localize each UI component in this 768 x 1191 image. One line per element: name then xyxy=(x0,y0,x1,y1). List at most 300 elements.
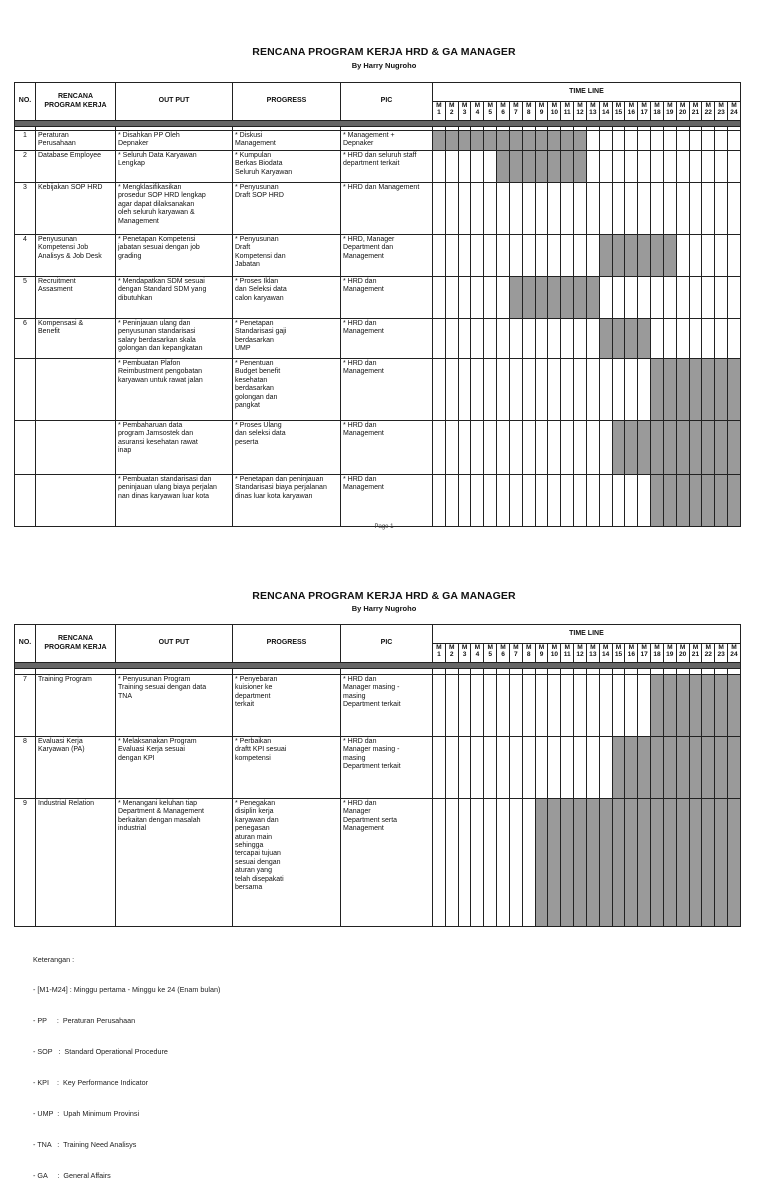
timeline-cell-m4 xyxy=(471,235,484,277)
timeline-cell-m13 xyxy=(586,475,599,527)
timeline-cell-m3 xyxy=(458,421,471,475)
program-row xyxy=(15,319,741,359)
timeline-cell-m19 xyxy=(663,183,676,235)
timeline-cell-m19 xyxy=(663,235,676,277)
month-prefix: M xyxy=(679,102,686,109)
cell-output: * Pembuatan Plafon Reimbustment pengobatan karyawan untuk rawat jalan xyxy=(116,359,233,421)
timeline-cell-m4 xyxy=(471,277,484,319)
timeline-cell-m5 xyxy=(484,799,497,927)
timeline-cell-m14 xyxy=(599,359,612,421)
timeline-cell-m21 xyxy=(689,737,702,799)
timeline-cell-m5 xyxy=(484,235,497,277)
timeline-cell-m19 xyxy=(663,675,676,737)
month-header-m17 xyxy=(638,644,651,663)
timeline-cell-m11 xyxy=(561,131,574,151)
cell-program xyxy=(36,359,116,421)
cell-program: Kebijakan SOP HRD xyxy=(36,183,116,235)
timeline-cell-m20 xyxy=(676,235,689,277)
month-prefix: M xyxy=(487,644,493,651)
timeline-cell-m12 xyxy=(574,131,587,151)
month-number: 11 xyxy=(563,108,571,116)
month-prefix: M xyxy=(538,102,545,109)
timeline-cell-m4 xyxy=(471,421,484,475)
month-header-m4 xyxy=(471,102,484,121)
timeline-cell-m23 xyxy=(715,131,728,151)
cell-no: 7 xyxy=(15,675,36,737)
timeline-cell-m17 xyxy=(638,183,651,235)
timeline-cell-m24 xyxy=(728,235,741,277)
timeline-cell-m6 xyxy=(497,475,510,527)
month-prefix: M xyxy=(705,102,712,109)
timeline-cell-m12 xyxy=(574,675,587,737)
month-prefix: M xyxy=(461,102,468,109)
timeline-cell-m19 xyxy=(663,475,676,527)
timeline-cell-m18 xyxy=(651,359,664,421)
timeline-cell-m13 xyxy=(586,183,599,235)
timeline-cell-m14 xyxy=(599,277,612,319)
cell-program: Recruitment Assasment xyxy=(36,277,116,319)
month-number: 18 xyxy=(653,650,661,658)
timeline-cell-m10 xyxy=(548,235,561,277)
program-row xyxy=(15,235,741,277)
header-timeline: TIME LINE xyxy=(433,625,741,644)
cell-progress: * Penyusunan Draft SOP HRD xyxy=(233,183,341,235)
month-number: 5 xyxy=(488,650,493,658)
legend-item: - GA : General Affairs xyxy=(33,1170,111,1180)
timeline-cell-m3 xyxy=(458,737,471,799)
month-number: 19 xyxy=(666,108,674,116)
timeline-cell-m14 xyxy=(599,675,612,737)
month-header-m4 xyxy=(471,644,484,663)
program-table-page-2 xyxy=(14,624,741,927)
month-prefix: M xyxy=(615,644,622,651)
timeline-cell-m10 xyxy=(548,675,561,737)
timeline-cell-m21 xyxy=(689,675,702,737)
timeline-cell-m1 xyxy=(433,183,446,235)
program-row xyxy=(15,675,741,737)
month-prefix: M xyxy=(525,102,532,109)
month-number: 22 xyxy=(704,650,712,658)
timeline-cell-m3 xyxy=(458,675,471,737)
month-number: 9 xyxy=(539,650,544,658)
timeline-cell-m11 xyxy=(561,675,574,737)
timeline-cell-m17 xyxy=(638,421,651,475)
timeline-cell-m16 xyxy=(625,421,638,475)
month-prefix: M xyxy=(564,102,570,109)
month-number: 17 xyxy=(640,650,648,658)
timeline-cell-m17 xyxy=(638,675,651,737)
timeline-cell-m9 xyxy=(535,475,548,527)
header-progress: PROGRESS xyxy=(233,83,341,121)
timeline-cell-m13 xyxy=(586,737,599,799)
timeline-cell-m11 xyxy=(561,183,574,235)
timeline-cell-m2 xyxy=(445,737,458,799)
timeline-cell-m23 xyxy=(715,277,728,319)
header-pic: PIC xyxy=(341,83,433,121)
timeline-cell-m12 xyxy=(574,319,587,359)
program-table-page-1 xyxy=(14,82,741,527)
timeline-cell-m24 xyxy=(728,737,741,799)
timeline-cell-m24 xyxy=(728,675,741,737)
month-number: 19 xyxy=(666,650,674,658)
timeline-cell-m6 xyxy=(497,131,510,151)
month-number: 2 xyxy=(449,108,454,116)
month-prefix: M xyxy=(654,644,660,651)
month-header-m7 xyxy=(509,102,522,121)
month-header-m16 xyxy=(625,644,638,663)
timeline-cell-m17 xyxy=(638,151,651,183)
cell-pic: * HRD dan Management xyxy=(341,475,433,527)
timeline-cell-m17 xyxy=(638,359,651,421)
timeline-cell-m18 xyxy=(651,131,664,151)
timeline-cell-m14 xyxy=(599,183,612,235)
legend-item: - [M1-M24] : Minggu pertama - Minggu ke 24 (Enam bulan) xyxy=(33,985,221,995)
timeline-cell-m14 xyxy=(599,151,612,183)
cell-program xyxy=(36,421,116,475)
timeline-cell-m8 xyxy=(522,235,535,277)
cell-progress: * Penetapan dan peninjauan Standarisasi biaya perjalanan dinas luar kota karyawan xyxy=(233,475,341,527)
month-prefix: M xyxy=(667,644,673,651)
page-2-subtitle: By Harry Nugroho xyxy=(351,604,417,613)
cell-pic: * HRD dan Manager Department serta Management xyxy=(341,799,433,927)
cell-no: 3 xyxy=(15,183,36,235)
cell-program: Industrial Relation xyxy=(36,799,116,927)
page-number: Page 1 xyxy=(374,524,394,530)
month-number: 23 xyxy=(717,650,725,658)
month-header-m6 xyxy=(497,102,510,121)
timeline-cell-m16 xyxy=(625,475,638,527)
month-prefix: M xyxy=(448,102,455,109)
timeline-cell-m18 xyxy=(651,319,664,359)
timeline-cell-m12 xyxy=(574,151,587,183)
page-1-title: RENCANA PROGRAM KERJA HRD & GA MANAGER xyxy=(252,46,516,58)
timeline-cell-m11 xyxy=(561,737,574,799)
month-prefix: M xyxy=(474,102,481,109)
timeline-cell-m22 xyxy=(702,737,715,799)
timeline-cell-m12 xyxy=(574,475,587,527)
month-header-m2 xyxy=(445,102,458,121)
month-number: 16 xyxy=(627,650,635,658)
timeline-cell-m13 xyxy=(586,277,599,319)
month-header-m10 xyxy=(548,102,561,121)
cell-program: Evaluasi Kerja Karyawan (PA) xyxy=(36,737,116,799)
month-number: 11 xyxy=(563,650,571,658)
timeline-cell-m16 xyxy=(625,277,638,319)
timeline-cell-m3 xyxy=(458,235,471,277)
month-number: 1 xyxy=(437,650,441,658)
month-header-m3 xyxy=(458,644,471,663)
cell-program: Penyusunan Kompetensi Job Analisys & Job Desk xyxy=(36,235,116,277)
timeline-cell-m23 xyxy=(715,421,728,475)
cell-no: 9 xyxy=(15,799,36,927)
timeline-cell-m2 xyxy=(445,151,458,183)
timeline-cell-m8 xyxy=(522,319,535,359)
month-header-m12 xyxy=(574,644,587,663)
header-no: NO. xyxy=(15,83,36,121)
timeline-cell-m8 xyxy=(522,799,535,927)
timeline-cell-m10 xyxy=(548,319,561,359)
legend-item: - KPI : Key Performance Indicator xyxy=(33,1078,149,1088)
timeline-cell-m19 xyxy=(663,319,676,359)
timeline-cell-m3 xyxy=(458,131,471,151)
timeline-cell-m16 xyxy=(625,319,638,359)
timeline-cell-m16 xyxy=(625,359,638,421)
legend-item: - PP : Peraturan Perusahaan xyxy=(33,1016,136,1026)
timeline-cell-m1 xyxy=(433,131,446,151)
month-header-m22 xyxy=(702,102,715,121)
timeline-cell-m22 xyxy=(702,277,715,319)
timeline-cell-m16 xyxy=(625,235,638,277)
timeline-cell-m15 xyxy=(612,151,625,183)
timeline-cell-m13 xyxy=(586,799,599,927)
month-header-m11 xyxy=(561,102,574,121)
timeline-cell-m14 xyxy=(599,421,612,475)
timeline-cell-m2 xyxy=(445,421,458,475)
timeline-cell-m18 xyxy=(651,675,664,737)
month-number: 24 xyxy=(730,650,738,658)
timeline-cell-m1 xyxy=(433,421,446,475)
timeline-cell-m8 xyxy=(522,183,535,235)
timeline-cell-m23 xyxy=(715,737,728,799)
timeline-cell-m14 xyxy=(599,475,612,527)
timeline-cell-m15 xyxy=(612,799,625,927)
timeline-cell-m18 xyxy=(651,737,664,799)
month-prefix: M xyxy=(500,102,506,109)
header-progress: PROGRESS xyxy=(233,625,341,663)
timeline-cell-m16 xyxy=(625,799,638,927)
timeline-cell-m7 xyxy=(509,151,522,183)
timeline-cell-m2 xyxy=(445,799,458,927)
page-2-title: RENCANA PROGRAM KERJA HRD & GA MANAGER xyxy=(252,590,516,602)
cell-no: 2 xyxy=(15,151,36,183)
program-row xyxy=(15,183,741,235)
cell-pic: * HRD dan Management xyxy=(341,277,433,319)
header-row xyxy=(15,625,741,644)
timeline-cell-m15 xyxy=(612,737,625,799)
month-prefix: M xyxy=(718,102,724,109)
month-prefix: M xyxy=(513,102,519,109)
month-header-m16 xyxy=(625,102,638,121)
timeline-cell-m10 xyxy=(548,183,561,235)
cell-progress: * Penetapan Standarisasi gaji berdasarkan UMP xyxy=(233,319,341,359)
cell-progress: * Penentuan Budget benefit kesehatan berdasarkan golongan dan pangkat xyxy=(233,359,341,421)
month-number: 22 xyxy=(704,108,712,116)
cell-pic: * HRD, Manager Department dan Management xyxy=(341,235,433,277)
timeline-cell-m10 xyxy=(548,475,561,527)
cell-output: * Pembaharuan data program Jamsostek dan asuransi kesehatan rawat inap xyxy=(116,421,233,475)
timeline-cell-m23 xyxy=(715,359,728,421)
month-header-m12 xyxy=(574,102,587,121)
month-header-m14 xyxy=(599,644,612,663)
cell-output: * Penetapan Kompetensi jabatan sesuai dengan job grading xyxy=(116,235,233,277)
month-header-m11 xyxy=(561,644,574,663)
timeline-cell-m17 xyxy=(638,737,651,799)
timeline-cell-m20 xyxy=(676,183,689,235)
timeline-cell-m4 xyxy=(471,319,484,359)
timeline-cell-m24 xyxy=(728,421,741,475)
timeline-cell-m22 xyxy=(702,675,715,737)
month-header-m9 xyxy=(535,102,548,121)
timeline-cell-m13 xyxy=(586,151,599,183)
cell-program xyxy=(36,475,116,527)
timeline-cell-m5 xyxy=(484,737,497,799)
timeline-cell-m11 xyxy=(561,319,574,359)
program-row xyxy=(15,131,741,151)
cell-pic: * HRD dan Management xyxy=(341,183,433,235)
cell-pic: * HRD dan Management xyxy=(341,421,433,475)
month-header-m17 xyxy=(638,102,651,121)
cell-output: * Peninjauan ulang dan penyusunan standarisasi salary berdasarkan skala golongan dan kepangkatan xyxy=(116,319,233,359)
timeline-cell-m18 xyxy=(651,183,664,235)
month-header-m15 xyxy=(612,644,625,663)
cell-pic: * HRD dan Manager masing - masing Department terkait xyxy=(341,737,433,799)
timeline-cell-m20 xyxy=(676,799,689,927)
month-header-m19 xyxy=(663,102,676,121)
timeline-cell-m20 xyxy=(676,319,689,359)
month-prefix: M xyxy=(577,644,583,651)
month-number: 14 xyxy=(602,650,610,658)
month-number: 7 xyxy=(514,108,518,116)
month-number: 10 xyxy=(550,108,559,116)
month-header-m5 xyxy=(484,102,497,121)
timeline-cell-m24 xyxy=(728,799,741,927)
cell-no xyxy=(15,359,36,421)
timeline-cell-m15 xyxy=(612,131,625,151)
timeline-cell-m18 xyxy=(651,277,664,319)
timeline-cell-m6 xyxy=(497,277,510,319)
timeline-cell-m24 xyxy=(728,359,741,421)
header-no: NO. xyxy=(15,625,36,663)
timeline-cell-m10 xyxy=(548,359,561,421)
month-prefix: M xyxy=(474,644,481,651)
cell-progress: * Proses Ulang dan seleksi data peserta xyxy=(233,421,341,475)
cell-pic: * HRD dan Management xyxy=(341,319,433,359)
timeline-cell-m2 xyxy=(445,475,458,527)
timeline-cell-m17 xyxy=(638,319,651,359)
timeline-cell-m7 xyxy=(509,421,522,475)
timeline-cell-m5 xyxy=(484,183,497,235)
timeline-cell-m1 xyxy=(433,359,446,421)
month-prefix: M xyxy=(590,102,596,109)
program-row xyxy=(15,737,741,799)
timeline-cell-m21 xyxy=(689,235,702,277)
month-number: 8 xyxy=(526,650,531,658)
month-number: 7 xyxy=(514,650,518,658)
timeline-cell-m12 xyxy=(574,421,587,475)
timeline-cell-m24 xyxy=(728,475,741,527)
timeline-cell-m10 xyxy=(548,799,561,927)
month-prefix: M xyxy=(667,102,673,109)
timeline-cell-m19 xyxy=(663,799,676,927)
timeline-cell-m23 xyxy=(715,319,728,359)
timeline-cell-m15 xyxy=(612,319,625,359)
legend-item: - UMP : Upah Minimum Provinsi xyxy=(33,1109,140,1119)
timeline-cell-m3 xyxy=(458,359,471,421)
timeline-cell-m20 xyxy=(676,131,689,151)
month-header-m20 xyxy=(676,644,689,663)
month-header-m21 xyxy=(689,644,702,663)
cell-no: 1 xyxy=(15,131,36,151)
month-header-m10 xyxy=(548,644,561,663)
month-header-m22 xyxy=(702,644,715,663)
timeline-cell-m11 xyxy=(561,151,574,183)
timeline-cell-m4 xyxy=(471,737,484,799)
timeline-cell-m11 xyxy=(561,475,574,527)
header-output: OUT PUT xyxy=(116,625,233,663)
timeline-cell-m10 xyxy=(548,421,561,475)
timeline-cell-m19 xyxy=(663,131,676,151)
cell-output: * Seluruh Data Karyawan Lengkap xyxy=(116,151,233,183)
timeline-cell-m12 xyxy=(574,277,587,319)
timeline-cell-m10 xyxy=(548,131,561,151)
timeline-cell-m12 xyxy=(574,799,587,927)
cell-program: Database Employee xyxy=(36,151,116,183)
month-prefix: M xyxy=(551,644,558,651)
timeline-cell-m10 xyxy=(548,151,561,183)
month-number: 20 xyxy=(678,108,687,116)
timeline-cell-m12 xyxy=(574,737,587,799)
month-number: 18 xyxy=(653,108,661,116)
month-header-m5 xyxy=(484,644,497,663)
cell-pic: * HRD dan seluruh staff department terkait xyxy=(341,151,433,183)
month-header-m9 xyxy=(535,644,548,663)
month-prefix: M xyxy=(628,102,635,109)
timeline-cell-m21 xyxy=(689,475,702,527)
timeline-cell-m18 xyxy=(651,151,664,183)
timeline-cell-m15 xyxy=(612,421,625,475)
timeline-cell-m14 xyxy=(599,737,612,799)
timeline-cell-m15 xyxy=(612,235,625,277)
timeline-cell-m10 xyxy=(548,277,561,319)
timeline-cell-m2 xyxy=(445,131,458,151)
timeline-cell-m20 xyxy=(676,737,689,799)
timeline-cell-m18 xyxy=(651,475,664,527)
timeline-cell-m4 xyxy=(471,131,484,151)
timeline-cell-m22 xyxy=(702,151,715,183)
month-number: 8 xyxy=(526,108,531,116)
legend xyxy=(33,934,220,1191)
timeline-cell-m22 xyxy=(702,421,715,475)
timeline-cell-m2 xyxy=(445,319,458,359)
timeline-cell-m3 xyxy=(458,183,471,235)
timeline-cell-m5 xyxy=(484,151,497,183)
month-header-m23 xyxy=(715,644,728,663)
month-number: 20 xyxy=(678,650,687,658)
month-number: 12 xyxy=(576,108,584,116)
month-prefix: M xyxy=(564,644,570,651)
timeline-cell-m16 xyxy=(625,151,638,183)
month-header-m21 xyxy=(689,102,702,121)
timeline-cell-m15 xyxy=(612,277,625,319)
month-prefix: M xyxy=(705,644,712,651)
month-number: 6 xyxy=(501,650,505,658)
timeline-cell-m11 xyxy=(561,235,574,277)
month-number: 1 xyxy=(437,108,441,116)
month-header-m7 xyxy=(509,644,522,663)
timeline-cell-m16 xyxy=(625,183,638,235)
timeline-cell-m23 xyxy=(715,475,728,527)
cell-progress: * Proses Iklan dan Seleksi data calon karyawan xyxy=(233,277,341,319)
cell-output: * Mengklasifikasikan prosedur SOP HRD lengkap agar dapat dilaksanakan oleh seluruh karyawan & Management xyxy=(116,183,233,235)
timeline-cell-m23 xyxy=(715,675,728,737)
timeline-cell-m16 xyxy=(625,675,638,737)
timeline-cell-m1 xyxy=(433,675,446,737)
cell-no: 6 xyxy=(15,319,36,359)
timeline-cell-m4 xyxy=(471,183,484,235)
timeline-cell-m2 xyxy=(445,183,458,235)
timeline-cell-m5 xyxy=(484,277,497,319)
cell-output: * Menangani keluhan tiap Department & Management berkaitan dengan masalah industrial xyxy=(116,799,233,927)
